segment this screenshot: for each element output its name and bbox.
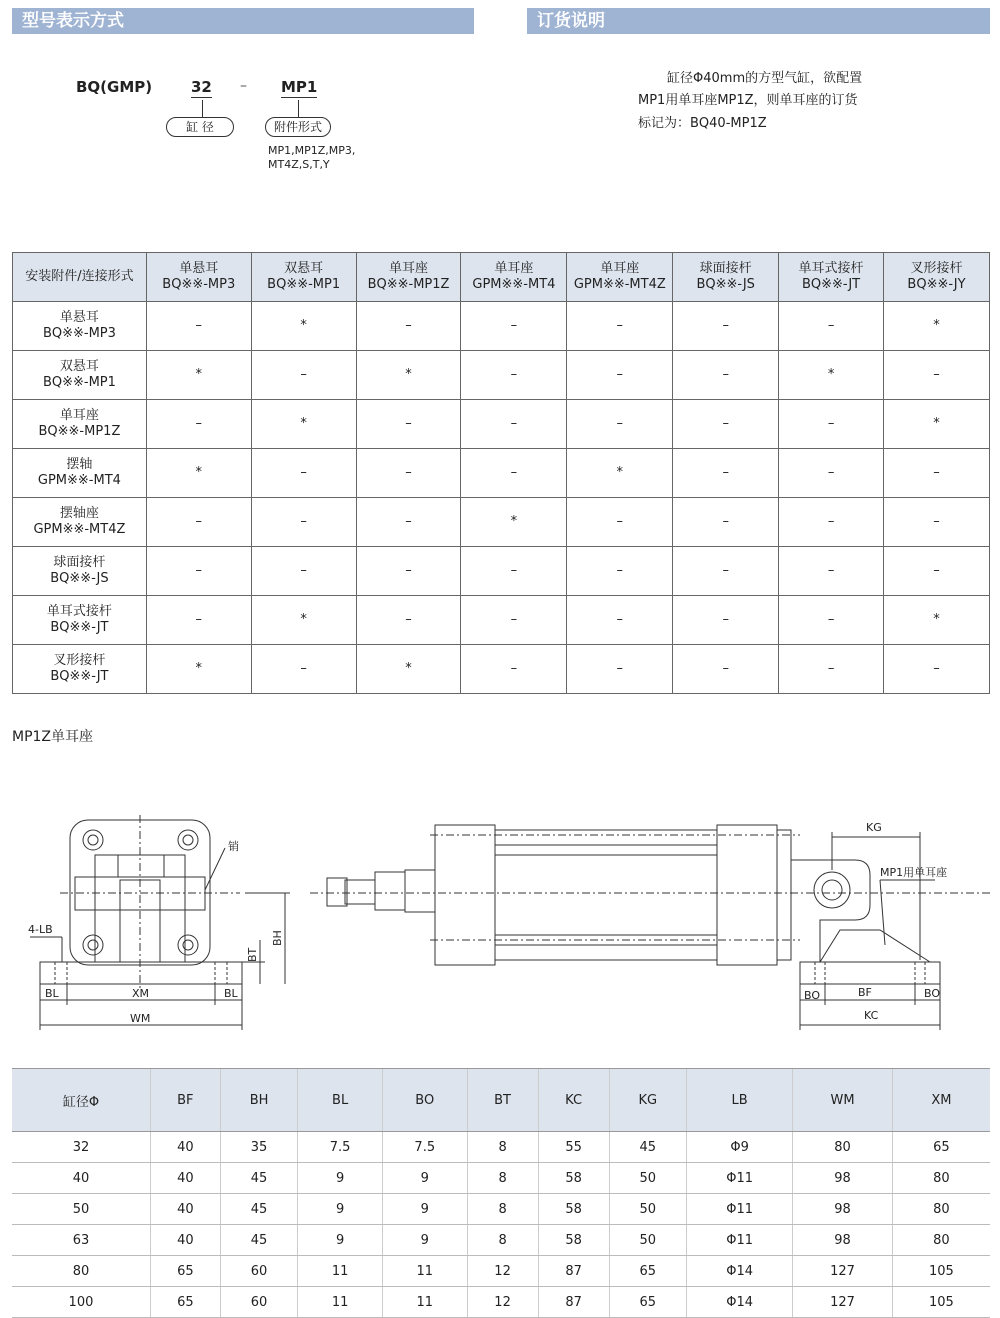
- compat-cell: *: [251, 302, 356, 351]
- compat-cell: *: [779, 351, 884, 400]
- label-bo-left: BO: [804, 989, 821, 1002]
- table-row: [12, 1194, 990, 1225]
- dims-cell: 40: [150, 1225, 220, 1256]
- dims-cell: 40: [150, 1132, 220, 1163]
- compat-cell: *: [356, 351, 461, 400]
- dims-cell: 9: [382, 1163, 467, 1194]
- dims-cell: 45: [220, 1163, 298, 1194]
- dims-cell: 87: [538, 1287, 609, 1318]
- dims-cell: 11: [298, 1256, 383, 1287]
- table-row: [13, 449, 990, 498]
- compat-col: 单耳座 GPM※※-MT4Z: [567, 253, 673, 302]
- label-bo-right: BO: [924, 987, 941, 1000]
- dims-col-header: BT: [467, 1069, 538, 1132]
- compat-col: 双悬耳 BQ※※-MP1: [251, 253, 356, 302]
- bore-label: 缸 径: [166, 117, 234, 137]
- dims-cell: 45: [220, 1225, 298, 1256]
- dims-cell: 80: [892, 1194, 990, 1225]
- compat-cell: –: [884, 645, 990, 694]
- dims-cell: 65: [892, 1132, 990, 1163]
- dims-cell: 8: [467, 1132, 538, 1163]
- compat-row-header: 摆轴座 GPM※※-MT4Z: [13, 498, 147, 547]
- compat-cell: –: [461, 400, 567, 449]
- compat-cell: –: [779, 596, 884, 645]
- compat-cell: –: [673, 400, 779, 449]
- compat-cell: –: [146, 547, 251, 596]
- compat-cell: *: [251, 596, 356, 645]
- drawing-title: MP1Z单耳座: [12, 729, 94, 745]
- dims-cell: 58: [538, 1163, 609, 1194]
- ordering-note-line1: 缸径Φ40mm的方型气缸，欲配置: [667, 71, 863, 86]
- compat-cell: –: [146, 400, 251, 449]
- compat-cell: –: [673, 547, 779, 596]
- compat-cell: –: [673, 498, 779, 547]
- compat-cell: –: [356, 547, 461, 596]
- dims-cell: Φ11: [686, 1225, 792, 1256]
- dims-cell: 40: [150, 1163, 220, 1194]
- compat-cell: –: [884, 498, 990, 547]
- dims-cell: 65: [150, 1287, 220, 1318]
- piston-rod: [345, 880, 375, 904]
- dims-col-header: BO: [382, 1069, 467, 1132]
- compat-row-header: 摆轴 GPM※※-MT4: [13, 449, 147, 498]
- table-row: [12, 1163, 990, 1194]
- label-bf: BF: [858, 986, 872, 999]
- compat-header-row: [13, 253, 990, 302]
- pin-hole-icon: [814, 872, 850, 908]
- dims-cell: 65: [150, 1256, 220, 1287]
- accessory-options-line1: MP1,MP1Z,MP3,: [268, 144, 356, 157]
- compat-cell: –: [567, 645, 673, 694]
- dims-cell: 7.5: [298, 1132, 383, 1163]
- dims-cell: 80: [12, 1256, 150, 1287]
- dims-cell: 80: [892, 1225, 990, 1256]
- table-row: [13, 498, 990, 547]
- compat-cell: –: [673, 449, 779, 498]
- label-pin: 销: [228, 840, 239, 853]
- compat-cell: –: [673, 351, 779, 400]
- compat-cell: –: [673, 596, 779, 645]
- compat-cell: –: [251, 645, 356, 694]
- label-bl-left: BL: [45, 987, 59, 1000]
- compat-cell: –: [567, 596, 673, 645]
- dims-cell: Φ14: [686, 1256, 792, 1287]
- table-row: [13, 351, 990, 400]
- compat-col: 叉形接杆 BQ※※-JY: [884, 253, 990, 302]
- dims-cell: 12: [467, 1256, 538, 1287]
- model-prefix: BQ(GMP): [76, 78, 153, 96]
- compat-cell: *: [884, 400, 990, 449]
- mp1z-technical-drawing: [0, 800, 1000, 1045]
- table-row: [12, 1287, 990, 1318]
- compat-cell: *: [884, 302, 990, 351]
- dims-cell: 45: [609, 1132, 686, 1163]
- accessory-label: 附件形式: [265, 117, 331, 137]
- dims-cell: 65: [609, 1256, 686, 1287]
- accessory-options-line2: MT4Z,S,T,Y: [268, 158, 330, 171]
- compat-cell: *: [461, 498, 567, 547]
- dims-cell: 58: [538, 1225, 609, 1256]
- dims-cell: Φ11: [686, 1194, 792, 1225]
- compat-row-header: 单耳式接杆 BQ※※-JT: [13, 596, 147, 645]
- compat-cell: –: [356, 596, 461, 645]
- dims-cell: 12: [467, 1287, 538, 1318]
- dims-cell: 9: [298, 1225, 383, 1256]
- label-kc: KC: [864, 1009, 879, 1022]
- dims-cell: 105: [892, 1256, 990, 1287]
- dims-cell: 98: [793, 1194, 892, 1225]
- dims-cell: 80: [892, 1163, 990, 1194]
- compat-cell: –: [356, 400, 461, 449]
- dims-cell: 80: [793, 1132, 892, 1163]
- compat-cell: –: [461, 645, 567, 694]
- compat-cell: *: [146, 351, 251, 400]
- compat-cell: *: [356, 645, 461, 694]
- cylinder-head-cover: [717, 825, 777, 965]
- dims-cell: 58: [538, 1194, 609, 1225]
- compat-cell: –: [673, 302, 779, 351]
- model-accessory: MP1: [281, 78, 318, 96]
- compat-cell: –: [779, 547, 884, 596]
- compat-cell: *: [251, 400, 356, 449]
- dims-cell: 8: [467, 1163, 538, 1194]
- compat-col: 单耳式接杆 BQ※※-JT: [779, 253, 884, 302]
- clevis-side: [791, 860, 870, 962]
- label-bl-right: BL: [224, 987, 238, 1000]
- dims-cell: 32: [12, 1132, 150, 1163]
- dims-cell: 98: [793, 1163, 892, 1194]
- compat-col: 球面接杆 BQ※※-JS: [673, 253, 779, 302]
- compat-cell: –: [251, 547, 356, 596]
- dims-cell: 87: [538, 1256, 609, 1287]
- compat-row-header: 叉形接杆 BQ※※-JT: [13, 645, 147, 694]
- compat-cell: –: [779, 645, 884, 694]
- dims-cell: 11: [382, 1256, 467, 1287]
- compat-cell: –: [567, 302, 673, 351]
- compat-corner: 安装附件/连接形式: [13, 253, 147, 302]
- label-xm: XM: [132, 987, 150, 1000]
- dims-cell: 50: [609, 1225, 686, 1256]
- compat-cell: –: [251, 351, 356, 400]
- dims-cell: 63: [12, 1225, 150, 1256]
- section-header-ordering: 订货说明: [527, 8, 990, 34]
- dims-cell: 8: [467, 1225, 538, 1256]
- table-row: [12, 1256, 990, 1287]
- dims-col-header: BH: [220, 1069, 298, 1132]
- compat-cell: –: [356, 302, 461, 351]
- label-bt: BT: [246, 947, 259, 962]
- dims-cell: Φ9: [686, 1132, 792, 1163]
- table-row: [13, 596, 990, 645]
- label-mp1-seat: MP1用单耳座: [880, 866, 948, 879]
- section-header-model: 型号表示方式: [12, 8, 474, 34]
- compat-cell: –: [567, 547, 673, 596]
- dims-col-header: BF: [150, 1069, 220, 1132]
- dims-cell: 50: [12, 1194, 150, 1225]
- dims-col-header: 缸径Φ: [12, 1069, 150, 1132]
- compat-cell: –: [567, 351, 673, 400]
- dims-cell: 9: [298, 1194, 383, 1225]
- dims-col-header: KC: [538, 1069, 609, 1132]
- compat-row-header: 单悬耳 BQ※※-MP3: [13, 302, 147, 351]
- table-row: [13, 400, 990, 449]
- dims-cell: 8: [467, 1194, 538, 1225]
- model-bore: 32: [191, 78, 212, 96]
- compat-cell: *: [567, 449, 673, 498]
- compat-cell: –: [884, 351, 990, 400]
- accessory-connector: [298, 100, 299, 118]
- dims-cell: 7.5: [382, 1132, 467, 1163]
- compat-cell: –: [567, 400, 673, 449]
- compat-cell: –: [461, 351, 567, 400]
- compat-cell: –: [884, 449, 990, 498]
- dims-cell: 40: [150, 1194, 220, 1225]
- dims-cell: 127: [793, 1256, 892, 1287]
- dims-cell: 98: [793, 1225, 892, 1256]
- label-bh: BH: [271, 930, 284, 946]
- compat-col: 单耳座 GPM※※-MT4: [461, 253, 567, 302]
- compat-col: 单悬耳 BQ※※-MP3: [146, 253, 251, 302]
- dims-cell: 45: [220, 1194, 298, 1225]
- compat-row-header: 球面接杆 BQ※※-JS: [13, 547, 147, 596]
- compat-cell: –: [779, 498, 884, 547]
- table-row: [12, 1132, 990, 1163]
- compat-cell: –: [356, 449, 461, 498]
- compat-table: [12, 252, 990, 694]
- dims-cell: 127: [793, 1287, 892, 1318]
- compat-cell: –: [461, 449, 567, 498]
- dims-cell: 35: [220, 1132, 298, 1163]
- compat-cell: –: [567, 498, 673, 547]
- label-kg: KG: [866, 821, 882, 834]
- dims-col-header: KG: [609, 1069, 686, 1132]
- ordering-note-line2: MP1用单耳座MP1Z，则单耳座的订货: [638, 93, 858, 108]
- model-dash: –: [240, 78, 247, 94]
- bolt-hole-icon: [178, 830, 198, 850]
- dims-col-header: WM: [793, 1069, 892, 1132]
- ordering-note-line3: 标记为：BQ40-MP1Z: [638, 116, 767, 131]
- label-wm: WM: [130, 1012, 151, 1025]
- dims-cell: 55: [538, 1132, 609, 1163]
- compat-cell: –: [779, 400, 884, 449]
- table-row: [13, 302, 990, 351]
- compat-cell: *: [884, 596, 990, 645]
- dims-cell: 40: [12, 1163, 150, 1194]
- dims-cell: Φ11: [686, 1163, 792, 1194]
- dims-cell: 11: [382, 1287, 467, 1318]
- dims-col-header: XM: [892, 1069, 990, 1132]
- compat-row-header: 单耳座 BQ※※-MP1Z: [13, 400, 147, 449]
- compat-cell: –: [779, 449, 884, 498]
- dims-cell: 50: [609, 1194, 686, 1225]
- dims-cell: 105: [892, 1287, 990, 1318]
- dims-cell: Φ14: [686, 1287, 792, 1318]
- dims-col-header: BL: [298, 1069, 383, 1132]
- dims-cell: 50: [609, 1163, 686, 1194]
- compat-row-header: 双悬耳 BQ※※-MP1: [13, 351, 147, 400]
- compat-cell: –: [356, 498, 461, 547]
- bolt-hole-icon: [178, 935, 198, 955]
- compat-cell: –: [461, 302, 567, 351]
- table-row: [13, 547, 990, 596]
- compat-cell: –: [461, 547, 567, 596]
- clevis-top: [118, 855, 164, 877]
- compat-cell: –: [779, 302, 884, 351]
- table-row: [13, 645, 990, 694]
- bolt-hole-icon: [83, 935, 103, 955]
- bolt-hole-icon: [83, 830, 103, 850]
- dims-col-header: LB: [686, 1069, 792, 1132]
- compat-cell: –: [146, 596, 251, 645]
- dims-cell: 11: [298, 1287, 383, 1318]
- seat-side-base: [800, 962, 940, 984]
- dimensions-table: [12, 1068, 990, 1318]
- cylinder-rod-cover: [435, 825, 495, 965]
- bore-connector: [202, 100, 203, 118]
- dims-cell: 60: [220, 1256, 298, 1287]
- compat-cell: *: [146, 645, 251, 694]
- compat-cell: –: [251, 449, 356, 498]
- dims-cell: 9: [382, 1194, 467, 1225]
- dims-cell: 9: [298, 1163, 383, 1194]
- compat-cell: –: [146, 498, 251, 547]
- compat-cell: –: [251, 498, 356, 547]
- compat-cell: *: [146, 449, 251, 498]
- dims-header-row: [12, 1069, 990, 1132]
- rod-bushing: [405, 870, 435, 912]
- dims-cell: 65: [609, 1287, 686, 1318]
- compat-cell: –: [461, 596, 567, 645]
- compat-cell: –: [884, 547, 990, 596]
- dims-cell: 9: [382, 1225, 467, 1256]
- dims-cell: 60: [220, 1287, 298, 1318]
- compat-col: 单耳座 BQ※※-MP1Z: [356, 253, 461, 302]
- table-row: [12, 1225, 990, 1256]
- compat-cell: –: [673, 645, 779, 694]
- compat-cell: –: [146, 302, 251, 351]
- label-lb: 4-LB: [28, 923, 53, 936]
- dims-cell: 100: [12, 1287, 150, 1318]
